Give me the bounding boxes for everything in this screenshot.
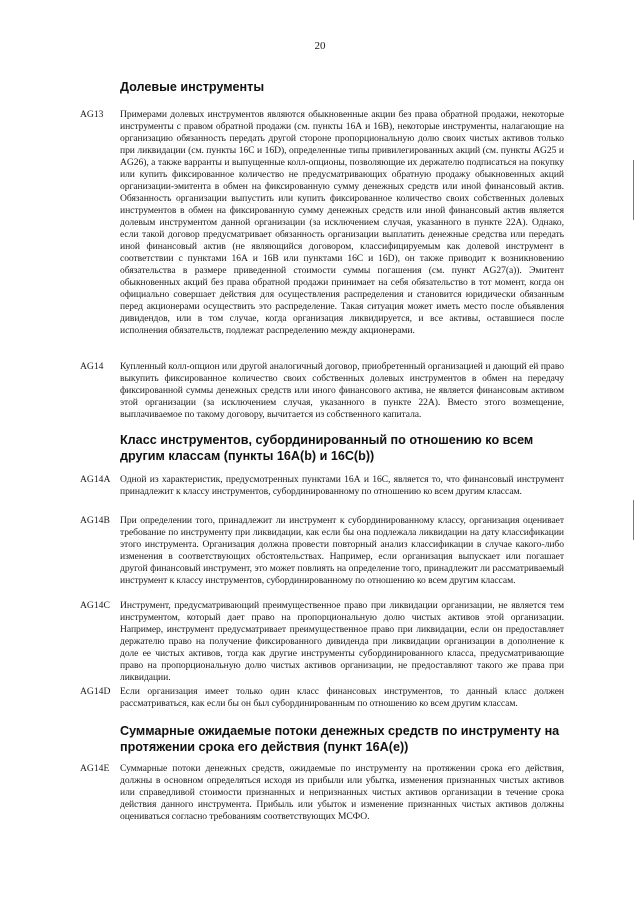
paragraph-number: AG14C [80, 600, 110, 611]
paragraph-ag14d [80, 686, 564, 710]
paragraph-ag14b [80, 515, 564, 587]
paragraph-text: Примерами долевых инструментов являются обыкновенные акции без права обратной продажи, некоторые инструменты с правом обратной продажи (см. пункты 16А и 16В), некоторые инструменты, налагающие на организацию обязанность передать другой стороне пропорциональную долю своих чистых активов только при ликвидации (см. пункты 16С и 16D), определенные типы привилегированных акций (см. пункты AG25 и AG26), а также варранты и выпущенные колл-опционы, позволяющие их держателю подписаться на покупку или купить фиксированное количество не предусматривающих обратную продажу обыкновенных акций организации-эмитента в обмен на фиксированную сумму денежных средств или иной финансовый актив. Обязанность организации выпустить или купить фиксированное количество своих собственных долевых инструментов в обмен на фиксированную сумму денежных средств или иной финансовый актив является долевым инструментом данной организации (за исключением случая, указанного в пункте 22А). Однако, если такой договор предусматривает обязанность организации выплатить денежные средства или передать иной финансовый актив (не являющийся договором, классифицируемым как долевой инструмент в соответствии с пунктами 16А и 16В или пунктами 16С и 16D), он также приводит к возникновению обязательства в размере приведенной стоимости суммы погашения (см. пункт AG27(a)). Эмитент обыкновенных акций без права обратной продажи принимает на себя обязательство в тот момент, когда он официально совершает действия для осуществления распределения и становится юридически обязанным перед акционерами осуществить это распределение. Такая ситуация может иметь место после объявления дивидендов, или в том случае, когда организация ликвидируется, и все активы, оставшиеся после исполнения обязательств, подлежат распределению между акционерами. [120, 109, 564, 336]
paragraph-text: При определении того, принадлежит ли инструмент к субординированному классу, организация оценивает требование по инструменту при ликвидации, как если бы она подлежала ликвидации на дату классификации этого инструмента. Организация должна провести повторный анализ классификации в случае какого-либо изменения в соответствующих обстоятельствах. Например, если организация выпускает или погашает другой финансовый инструмент, это может повлиять на определение того, принадлежит ли рассматриваемый инструмент к классу инструментов, субординированному по отношению ко всем другим классам. [120, 515, 564, 586]
paragraph-number: AG14E [80, 763, 110, 774]
section-heading-equity-instruments: Долевые инструменты [120, 80, 265, 94]
paragraph-ag14 [80, 361, 564, 421]
paragraph-ag14e [80, 763, 564, 823]
section-heading-expected-cash-flows: Суммарные ожидаемые потоки денежных средств по инструменту на протяжении срока его действия (пункт 16А(е)) [120, 724, 560, 754]
paragraph-ag14c [80, 600, 564, 684]
paragraph-ag14a [80, 474, 564, 498]
paragraph-text: Суммарные потоки денежных средств, ожидаемые по инструменту на протяжении срока его действия, должны в основном определяться исходя из прибыли или убытка, изменения признанных чистых активов или справедливой стоимости признанных и непризнанных чистых активов организации в течение срока действия данного инструмента. Прибыль или убыток и изменение признанных чистых активов должны оцениваться согласно требованиям соответствующих МСФО. [120, 763, 564, 822]
paragraph-number: AG14B [80, 515, 110, 526]
paragraph-number: AG14D [80, 686, 111, 697]
paragraph-number: AG14 [80, 361, 104, 372]
scan-edge-mark [633, 160, 634, 220]
paragraph-number: AG13 [80, 109, 104, 120]
paragraph-text: Одной из характеристик, предусмотренных пунктами 16А и 16С, является то, что финансовый инструмент принадлежит к классу инструментов, субординированному по отношению ко всем другим классам. [120, 474, 564, 497]
page-number: 20 [314, 40, 326, 52]
paragraph-text: Инструмент, предусматривающий преимущественное право при ликвидации организации, не является тем инструментом, который дает право на пропорциональную долю чистых активов этой организации. Например, инструмент предусматривает преимущественное право при ликвидации, если он предоставляет держателю право на получение фиксированного дивиденда при ликвидации организации в дополнение к доле ее чистых активов, тогда как другие инструменты субординированного класса, предусматривающие право на пропорциональную долю чистых активов организации, не предоставляют такого же права при ликвидации. [120, 600, 564, 683]
scan-edge-mark [633, 500, 634, 540]
paragraph-text: Купленный колл-опцион или другой аналогичный договор, приобретенный организацией и дающий ей право выкупить фиксированное количество своих собственных долевых инструментов в обмен на передачу фиксированной суммы денежных средств или иного финансового актива, не является финансовым активом этой организации (за исключением случая, указанного в пункте 22А). Вместо этого возмещение, выплачиваемое по такому договору, вычитается из собственного капитала. [120, 361, 564, 420]
paragraph-text: Если организация имеет только один класс финансовых инструментов, то данный класс должен рассматриваться, как если бы он был субординированным по отношению ко всем другим классам. [120, 686, 564, 709]
paragraph-number: AG14A [80, 474, 111, 485]
section-heading-subordinated-class: Класс инструментов, субординированный по отношению ко всем другим классам (пункты 16А(b) и 16С(b)) [120, 433, 534, 463]
paragraph-ag13 [80, 109, 564, 337]
